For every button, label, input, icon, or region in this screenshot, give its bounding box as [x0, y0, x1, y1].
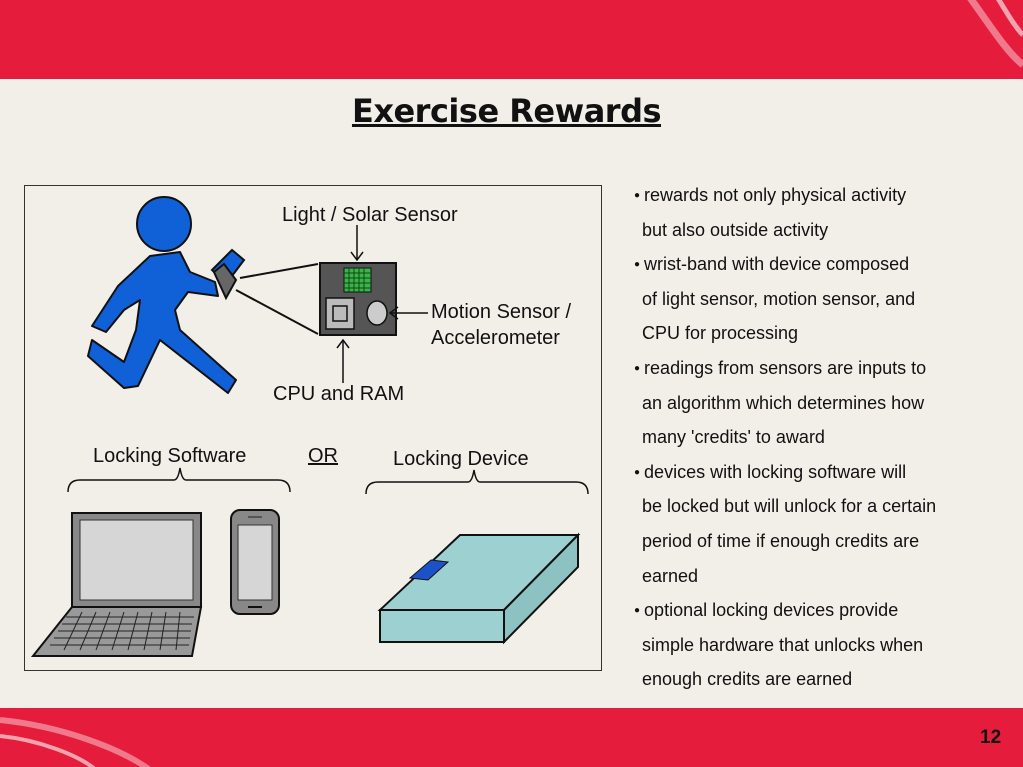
- bullet-continuation: [634, 526, 1014, 561]
- bullet-item: [634, 180, 1014, 215]
- locking-device-label: Locking Device: [393, 448, 529, 470]
- bullet-item: [634, 457, 1014, 492]
- bullet-dot-icon: ●: [634, 259, 641, 271]
- bullet-item: [634, 353, 1014, 388]
- bullet-item: [634, 249, 1014, 284]
- bullet-text: optional locking devices provide: [644, 600, 899, 621]
- bullet-text: an algorithm which determines how: [642, 392, 925, 413]
- sensor-module-icon: [320, 263, 396, 335]
- page-number: 12: [980, 727, 1002, 748]
- bullet-text: devices with locking software will: [644, 461, 907, 482]
- bullet-dot-icon: ●: [634, 467, 641, 478]
- locking-device-icon: [380, 535, 578, 642]
- bullet-continuation: [634, 388, 1014, 423]
- bullet-continuation: [634, 630, 1014, 665]
- bullet-continuation: [634, 215, 1014, 250]
- bullet-dot-icon: ●: [634, 363, 641, 375]
- motion-sensor-label-line1: Motion Sensor /: [431, 301, 572, 323]
- bullet-text: rewards not only physical activity: [644, 185, 907, 205]
- smartphone-icon: [231, 510, 279, 614]
- bullet-dot-icon: ●: [634, 190, 641, 202]
- slide-title: Exercise Rewards: [351, 92, 662, 130]
- bullet-continuation: [634, 284, 1014, 319]
- or-label: OR: [308, 445, 338, 467]
- bullet-text: but also outside activity: [642, 219, 829, 240]
- bullet-text: of light sensor, motion sensor, and: [642, 288, 916, 309]
- running-person-icon: [88, 197, 244, 393]
- banner-swoosh-decoration: [0, 708, 1023, 767]
- bullet-item: [634, 595, 1014, 630]
- bullet-continuation: [634, 318, 1014, 353]
- locking-software-label: Locking Software: [93, 445, 247, 467]
- light-sensor-label: Light / Solar Sensor: [282, 204, 458, 226]
- bullet-text: be locked but will unlock for a certain: [642, 496, 937, 517]
- bullet-text: CPU for processing: [642, 323, 799, 344]
- bottom-banner: [0, 708, 1023, 767]
- bullet-continuation: [634, 561, 1014, 596]
- laptop-icon: [33, 513, 201, 656]
- bullet-text: period of time if enough credits are: [642, 530, 920, 551]
- bullet-text: enough credits are earned: [642, 669, 853, 690]
- motion-sensor-label-line2: Accelerometer: [431, 327, 560, 349]
- cpu-label: CPU and RAM: [273, 383, 405, 405]
- bullet-continuation: [634, 422, 1014, 457]
- bullet-continuation: [634, 664, 1014, 699]
- bullet-text: simple hardware that unlocks when: [642, 634, 924, 655]
- bullet-text: earned: [642, 565, 699, 586]
- bullet-text: readings from sensors are inputs to: [644, 357, 927, 378]
- bullet-list: [634, 180, 1014, 699]
- bullet-dot-icon: ●: [634, 605, 641, 617]
- bullet-continuation: [634, 491, 1014, 526]
- bullet-text: many 'credits' to award: [642, 427, 825, 448]
- bullet-text: wrist-band with device composed: [644, 254, 910, 275]
